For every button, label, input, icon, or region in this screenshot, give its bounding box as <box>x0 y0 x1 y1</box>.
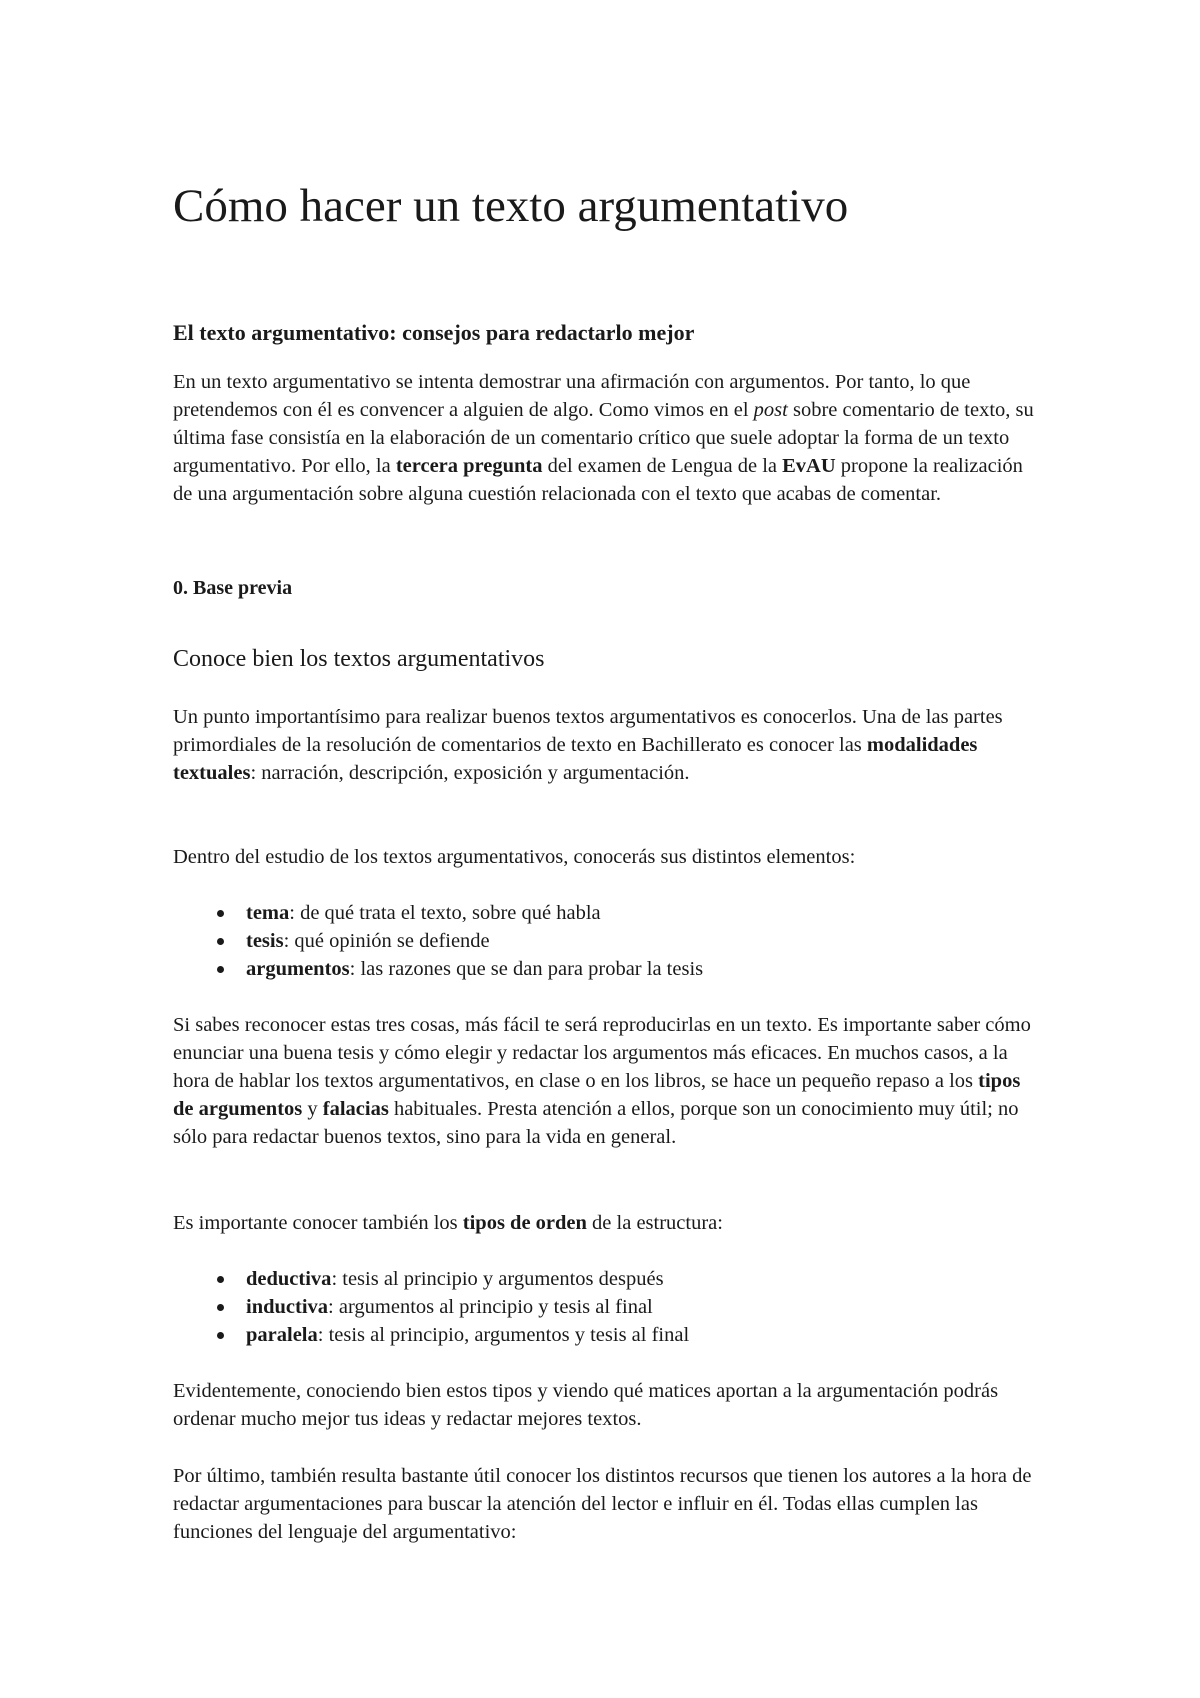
heading-conoce: Conoce bien los textos argumentativos <box>173 646 545 672</box>
paragraph-evidentemente: Evidentemente, conociendo bien estos tipos y viendo qué matices aportan a la argumentación podrás ordenar mucho mejor tus ideas y redactar mejores textos. <box>173 1380 999 1430</box>
paragraph-sabes: Si sabes reconocer estas tres cosas, más fácil te será reproducirlas en un texto. Es importante saber cómo enunciar una buena tesis y cómo elegir y redactar los argumentos más eficaces. En muchos casos, a la hora de hablar los textos argumentativos, en clase o en los libros, se hace un pequeño repaso a los tipos de argumentos y falacias habituales. Presta atención a ellos, porque son un conocimiento muy útil; no sólo para redactar buenos textos, sino para la vida en general. <box>173 1014 1031 1148</box>
list-item: tesis: qué opinión se defiende <box>173 927 1043 955</box>
paragraph-orden: Es importante conocer también los tipos de orden de la estructura: <box>173 1212 723 1234</box>
section-heading-base-previa: 0. Base previa <box>173 577 293 599</box>
list-item: inductiva: argumentos al principio y tesis al final <box>173 1293 1043 1321</box>
list-item: tema: de qué trata el texto, sobre qué habla <box>173 899 1043 927</box>
list-item: paralela: tesis al principio, argumentos y tesis al final <box>173 1321 1043 1349</box>
intro-paragraph: En un texto argumentativo se intenta demostrar una afirmación con argumentos. Por tanto, lo que pretendemos con él es convencer a alguien de algo. Como vimos en el post sobre comentario de texto, su última fase consistía en la elaboración de un comentario crítico que suele adoptar la forma de un texto argumentativo. Por ello, la tercera pregunta del examen de Lengua de la EvAU propone la realización de una argumentación sobre alguna cuestión relacionada con el texto que acabas de comentar. <box>173 371 1034 505</box>
list-item: argumentos: las razones que se dan para probar la tesis <box>173 955 1043 983</box>
page-title: Cómo hacer un texto argumentativo <box>173 180 849 232</box>
paragraph-dentro: Dentro del estudio de los textos argumentativos, conocerás sus distintos elementos: <box>173 846 856 868</box>
ordenes-list <box>173 1265 1043 1349</box>
paragraph-ultimo: Por último, también resulta bastante útil conocer los distintos recursos que tienen los autores a la hora de redactar argumentaciones para buscar la atención del lector e influir en él. Todas ellas cumplen las funciones del lenguaje del argumentativo: <box>173 1465 1032 1543</box>
list-item: deductiva: tesis al principio y argumentos después <box>173 1265 1043 1293</box>
elementos-list <box>173 899 1043 983</box>
post-emphasis: post <box>753 399 788 421</box>
subtitle-heading: El texto argumentativo: consejos para redactarlo mejor <box>173 320 695 345</box>
paragraph-punto: Un punto importantísimo para realizar buenos textos argumentativos es conocerlos. Una de las partes primordiales de la resolución de comentarios de texto en Bachillerato es conocer las modalidades textuales: narración, descripción, exposición y argumentación. <box>173 706 1003 784</box>
